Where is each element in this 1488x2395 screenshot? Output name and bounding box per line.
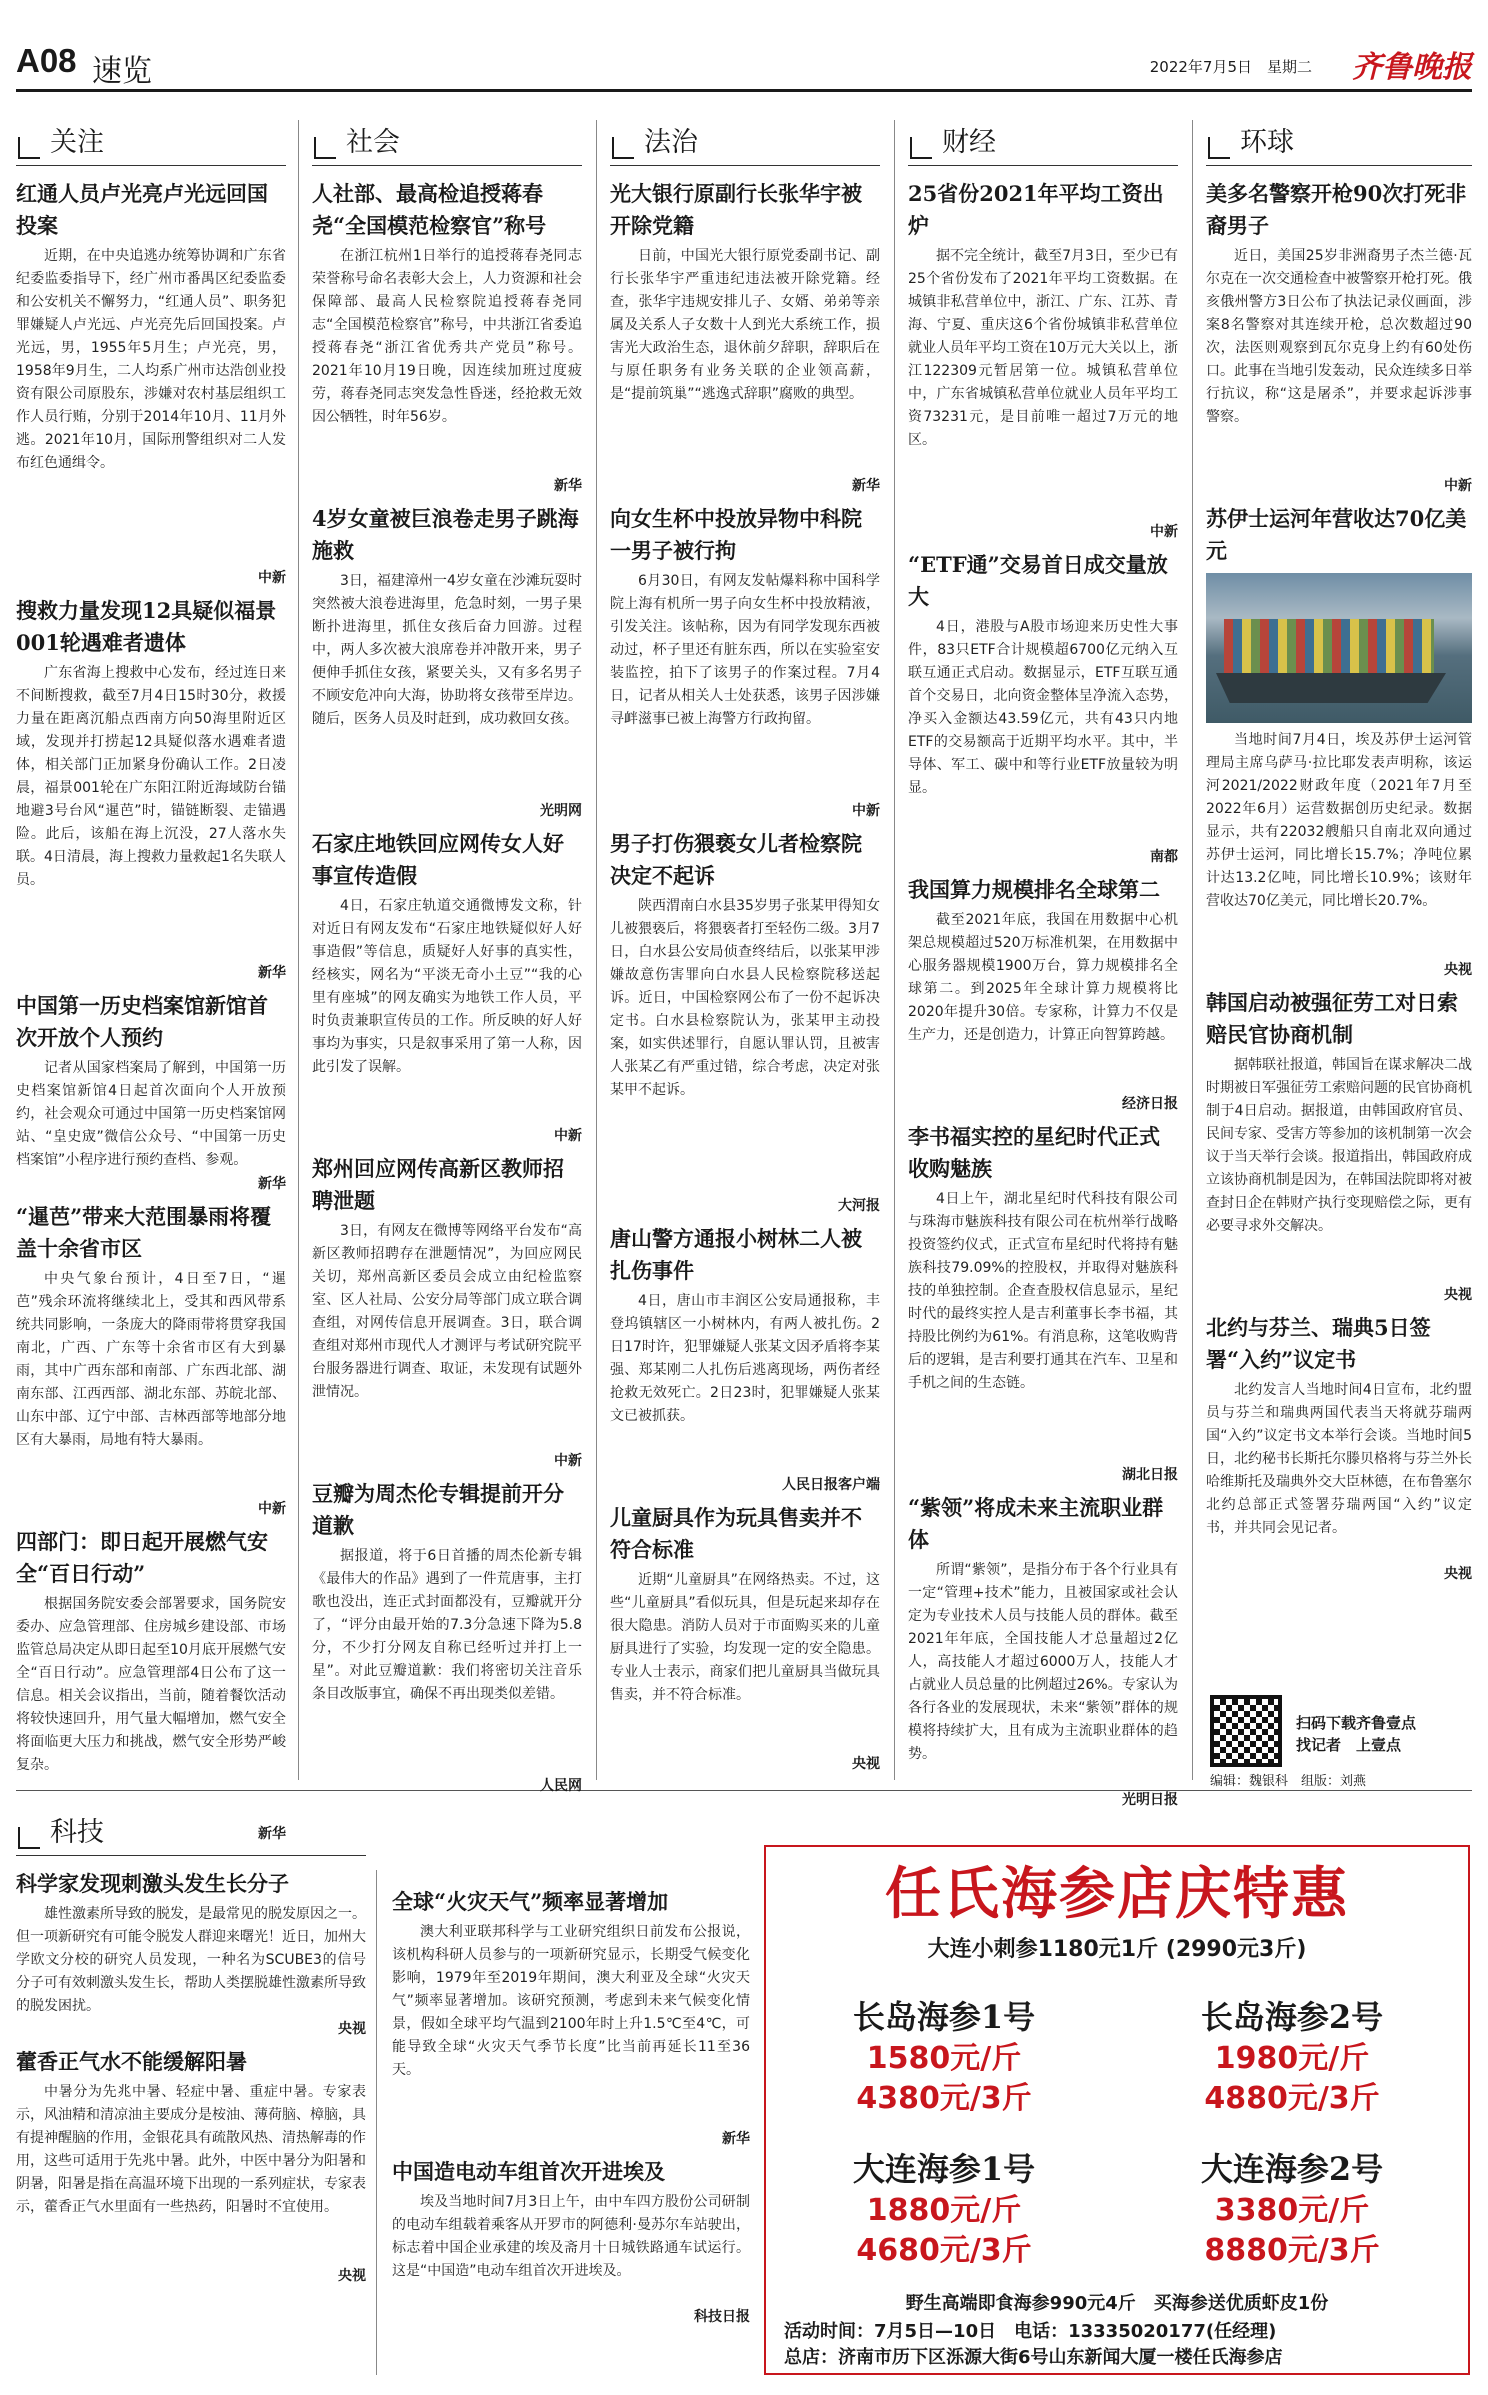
article-body: 中暑分为先兆中暑、轻症中暑、重症中暑。专家表示，风油精和清凉油主要成分是桉油、薄荷脑、樟脑，具有提神醒脑的作用，金银花具有疏散风热、清热解毒的作用，这些可适用于先兆中暑。此外，中医中暑分为阳暑和阴暑，阳暑是指在高温环境下出现的一系列症状，专家表示，藿香正气水里面有一些热药，阳暑时不宜使用。 <box>16 2084 366 2215</box>
article-body: 陕西渭南白水县35岁男子张某甲得知女儿被猥亵后，将猥亵者打至轻伤二级。3月7日，白水县公安局侦查终结后，以张某甲涉嫌故意伤害罪向白水县人民检察院移送起诉。近日，中国检察网公布了一份不起诉决定书。白水县检察院认为，张某甲主动投案，如实供述罪行，自愿认罪认罚，且被害人张某乙有严重过错，综合考虑，决定对张某甲不起诉。 <box>610 898 880 1098</box>
article-source: 中新 <box>554 1128 582 1144</box>
article <box>392 2156 750 2328</box>
product-price: 1880元/斤 <box>866 2193 1022 2228</box>
article-source: 央视 <box>1444 962 1472 978</box>
article-body: 据报道，将于6日首播的周杰伦新专辑《最伟大的作品》遇到了一件荒唐事，主打歌也没出，连正式封面都没有，豆瓣就开分了，“评分由最开始的7.3分急速下降为5.8分，不少打分网友自称已经听过并打上一星”。对此豆瓣道歉：我们将密切关注音乐条目改版事宜，确保不再出现类似差错。 <box>312 1548 582 1702</box>
article-source: 中新 <box>258 570 286 586</box>
article-body: 日前，中国光大银行原党委副书记、副行长张华宇严重违纪违法被开除党籍。经查，张华宇违规安排儿子、女婿、弟弟等亲属及关系人子女数十人到光大系统工作，损害光大政治生态，退休前夕辞职，辞职后在与原任职务有业务关联的企业领高薪，是“提前筑巢”“逃逸式辞职”腐败的典型。 <box>610 248 880 402</box>
article-title[interactable]: 科学家发现刺激头发生长分子 <box>16 1871 289 1896</box>
article-body: 3日，有网友在微博等网络平台发布“高新区教师招聘存在泄题情况”，为回应网民关切，郑州高新区委员会成立由纪检监察室、区人社局、公安分局等部门成立联合调查组，对网传信息开展调查。3日，联合调查组对郑州市现代人才测评与考试研究院平台服务器进行调查、取证，未发现有试题外泄情况。 <box>312 1223 582 1400</box>
article-body: 在浙江杭州1日举行的追授蒋春尧同志荣誉称号命名表彰大会上，人力资源和社会保障部、最高人民检察院追授蒋春尧同志“全国模范检察官”称号，中共浙江省委追授蒋春尧“浙江省优秀共产党员”称号。2021年10月19日晚，因连续加班过度疲劳，蒋春尧同志突发急性昏迷，经抢救无效因公牺牲，时年56岁。 <box>312 248 582 425</box>
article-title[interactable]: 搜救力量发现12具疑似福景001轮遇难者遗体 <box>16 598 277 655</box>
article <box>610 1502 880 1775</box>
ad-product <box>784 2147 1104 2271</box>
article-title[interactable]: 石家庄地铁回应网传女人好事宣传造假 <box>312 831 564 888</box>
section-mark-icon <box>610 137 634 159</box>
article-body: 截至2021年底，我国在用数据中心机架总规模超过520万标准机架，在用数据中心服务器规模1900万台，算力规模排名全球第二。到2025年全球计算力规模将比2020年提升30倍。专家称，计算力不仅是生产力，还是创造力，计算正向智算跨越。 <box>908 912 1178 1043</box>
ad-time-phone: 活动时间：7月5日—10日 电话：13335020177(任经理) <box>784 2321 1277 2342</box>
article <box>908 1121 1178 1486</box>
article-source: 央视 <box>1444 1287 1472 1303</box>
article-source: 科技日报 <box>694 2309 750 2325</box>
article-title[interactable]: 中国第一历史档案馆新馆首次开放个人预约 <box>16 993 268 1050</box>
article <box>908 1492 1178 1811</box>
article <box>908 549 1178 868</box>
article-title[interactable]: 郑州回应网传高新区教师招聘泄题 <box>312 1156 564 1213</box>
column-divider <box>298 120 299 1780</box>
sea-cucumber-advertisement[interactable] <box>764 1845 1470 2375</box>
article-source: 人民日报客户端 <box>782 1477 880 1493</box>
cargo-ship-photo <box>1206 573 1472 723</box>
article-body: 近日，美国25岁非洲裔男子杰兰德·瓦尔克在一次交通检查中被警察开枪打死。俄亥俄州警方3日公布了执法记录仪画面，涉案8名警察对其连续开枪，总次数超过90次，法医则观察到瓦尔克身上约有60处伤口。此事在当地引发轰动，民众连续多日举行抗议，称“这是屠杀”，并要求起诉涉事警察。 <box>1206 248 1472 425</box>
article-source: 中新 <box>258 1501 286 1517</box>
product-price: 4880元/3斤 <box>1204 2081 1380 2116</box>
article <box>16 2046 366 2287</box>
page-header <box>16 40 1472 92</box>
article-body: 澳大利亚联邦科学与工业研究组织日前发布公报说，该机构科研人员参与的一项新研究显示，长期受气候变化影响，1979年至2019年期间，澳大利亚及全球“火灾天气”频率显著增加。该研究预测，考虑到未来气候变化情景，假如全球平均气温到2100年时上升1.5℃至4℃，可能导致全球“火灾天气季节长度”比当前再延长11至36天。 <box>392 1924 750 2078</box>
article-source: 新华 <box>722 2131 750 2147</box>
article <box>908 874 1178 1115</box>
article-source: 新华 <box>258 965 286 981</box>
column-keji-right <box>392 1880 750 2380</box>
section-mark-icon <box>16 1827 40 1849</box>
article <box>1206 987 1472 1306</box>
article-body: 4日，唐山市丰润区公安局通报称，丰登坞镇辖区一小树林内，有两人被扎伤。2日17时许，犯罪嫌疑人张某文因矛盾将李某强、郑某刚二人扎伤后逃离现场，两伤者经抢救无效死亡。2日23时，犯罪嫌疑人张某文已被抓获。 <box>610 1293 880 1424</box>
article <box>1206 1312 1472 1585</box>
article-body: 埃及当地时间7月3日上午，由中车四方股份公司研制的电动车组载着乘客从开罗市的阿德利·曼苏尔车站驶出，标志着中国企业承建的埃及斋月十日城铁路通车试运行。这是“中国造”电动车组首次开进埃及。 <box>392 2194 750 2279</box>
issue-date: 2022年7月5日 星期二 <box>1149 58 1312 76</box>
article-title[interactable]: 全球“火灾天气”频率显著增加 <box>392 1889 669 1914</box>
column-divider <box>894 120 895 1780</box>
article-source: 湖北日报 <box>1122 1467 1178 1483</box>
section-mark-icon <box>1206 137 1230 159</box>
article-body: 记者从国家档案局了解到，中国第一历史档案馆新馆4日起首次面向个人开放预约，社会观众可通过中国第一历史档案馆网站、“皇史宬”微信公众号、“中国第一历史档案馆”小程序进行预约查档、参观。 <box>16 1060 286 1168</box>
article <box>312 1478 582 1797</box>
article-body: 6月30日，有网友发帖爆料称中国科学院上海有机所一男子向女生杯中投放精液，引发关注。该帖称，因为有同学发现东西被动过，杯子里还有脏东西，所以在实验室安装监控，拍下了该男子的作案过程。7月4日，记者从相关人士处获悉，该男子因涉嫌寻衅滋事已被上海警方行政拘留。 <box>610 573 880 727</box>
article-source: 央视 <box>338 2021 366 2037</box>
ad-subtitle: 大连小刺参1180元1斤 (2990元3斤) <box>927 1937 1307 1962</box>
article-title[interactable]: 藿香正气水不能缓解阳暑 <box>16 2049 247 2074</box>
qr-code-icon[interactable] <box>1210 1695 1282 1767</box>
column-shehui <box>312 120 582 1794</box>
article-body: 据不完全统计，截至7月3日，至少已有25个省份发布了2021年平均工资数据。在城镇非私营单位中，浙江、广东、江苏、青海、宁夏、重庆这6个省份城镇非私营单位就业人员年平均工资在10万元大关以上，浙江122309元暂居第一位。城镇私营单位中，广东省城镇私营单位就业人员年平均工资73231元，是目前唯一超过7万元的地区。 <box>908 248 1178 448</box>
article-title[interactable]: 李书福实控的星纪时代正式收购魅族 <box>908 1124 1160 1181</box>
article-title[interactable]: 中国造电动车组首次开进埃及 <box>392 2159 665 2184</box>
editor-credit: 编辑：魏银科 组版：刘燕 <box>1210 1774 1367 1789</box>
product-price: 1980元/斤 <box>1214 2041 1370 2076</box>
ad-note: 野生高端即食海参990元4斤 买海参送优质虾皮1份 <box>905 2293 1329 2314</box>
product-price: 4380元/3斤 <box>856 2081 1032 2116</box>
article-source: 央视 <box>1444 1566 1472 1582</box>
column-caijing <box>908 120 1178 1808</box>
article-body: 据韩联社报道，韩国旨在谋求解决二战时期被日军强征劳工索赔问题的民官协商机制于4日启动。据报道，由韩国政府官员、民间专家、受害方等参加的该机制第一次会议于当天举行会谈。报道指出，韩国政府成立该协商机制是因为，在韩国法院即将对被查封日企在韩财产执行变现赔偿之际，更有必要寻求外交解决。 <box>1206 1057 1472 1234</box>
product-price: 3380元/斤 <box>1214 2193 1370 2228</box>
article <box>16 178 286 589</box>
article-title[interactable]: 人社部、最高检追授蒋春尧“全国模范检察官”称号 <box>312 181 547 238</box>
section-mark-icon <box>908 137 932 159</box>
article <box>16 1201 286 1520</box>
article <box>1206 503 1472 981</box>
article-title[interactable]: 光大银行原副行长张华宇被开除党籍 <box>610 181 862 238</box>
article-source: 中新 <box>1444 478 1472 494</box>
article-source: 新华 <box>852 478 880 494</box>
column-fazhi <box>610 120 880 1785</box>
article-body: 3日，福建漳州一4岁女童在沙滩玩耍时突然被大浪卷进海里，危急时刻，一男子果断扑进海里，抓住女孩后奋力回游。过程中，两人多次被大浪席卷并冲散开来，男子便伸手抓住女孩，紧要关头，又有多名男子不顾安危冲向大海，协助将女孩带至岸边。随后，医务人员及时赶到，成功救回女孩。 <box>312 573 582 727</box>
ad-address: 总店：济南市历下区泺源大街6号山东新闻大厦一楼任氏海参店 <box>784 2347 1283 2368</box>
product-price: 8880元/3斤 <box>1204 2233 1380 2268</box>
article-title[interactable]: 韩国启动被强征劳工对日索赔民官协商机制 <box>1206 990 1458 1047</box>
ship-containers <box>1224 619 1434 679</box>
article-body: 当地时间7月4日，埃及苏伊士运河管理局主席乌萨马·拉比耶发表声明称，该运河2021/2022财政年度（2021年7月至2022年6月）运营数据创历史纪录。数据显示，共有22032艘船只自南北双向通过苏伊士运河，同比增长15.7%；净吨位累计达13.2亿吨，同比增长10.9%；该财年营收达70亿美元，同比增长20.7%。 <box>1206 732 1472 909</box>
section-header-keji: 科技 <box>16 1810 366 1856</box>
product-price: 4680元/3斤 <box>856 2233 1032 2268</box>
article-title[interactable]: 苏伊士运河年营收达70亿美元 <box>1206 506 1467 563</box>
article-title[interactable]: 儿童厨具作为玩具售卖并不符合标准 <box>610 1505 862 1562</box>
article-source: 中新 <box>1150 524 1178 540</box>
ad-product <box>1132 2147 1452 2271</box>
page-number: A08 <box>16 42 77 79</box>
article-source: 中新 <box>554 1453 582 1469</box>
article-title[interactable]: 男子打伤猥亵女儿者检察院决定不起诉 <box>610 831 862 888</box>
article-body: 近期“儿童厨具”在网络热卖。不过，这些“儿童厨具”看似玩具，但是玩起来却存在很大隐患。消防人员对于市面购买来的儿童厨具进行了实验，均发现一定的安全隐患。专业人士表示，商家们把儿童厨具当做玩具售卖，并不符合标准。 <box>610 1572 880 1703</box>
article-source: 光明日报 <box>1122 1792 1178 1808</box>
article <box>16 990 286 1195</box>
article-body: 广东省海上搜救中心发布，经过连日来不间断搜救，截至7月4日15时30分，救援力量在距离沉船点西南方向50海里附近区域，发现并打捞起12具疑似落水遇难者遗体，相关部门正加紧身份确认工作。2日凌晨，福景001轮在广东阳江附近海域防台锚地避3号台风“暹芭”时，锚链断裂、走锚遇险。此后，该船在海上沉没，27人落水失联。4日清晨，海上搜救力量救起1名失联人员。 <box>16 665 286 888</box>
article-title[interactable]: 四部门：即日起开展燃气安全“百日行动” <box>16 1529 268 1586</box>
article-source: 新华 <box>554 478 582 494</box>
article-title[interactable]: “暹芭”带来大范围暴雨将覆盖十余省市区 <box>16 1204 272 1261</box>
article <box>908 178 1178 543</box>
page-section-name: 速览 <box>92 54 152 89</box>
product-name: 长岛海参2号 <box>1200 1998 1384 2036</box>
article <box>610 178 880 497</box>
article-title[interactable]: 25省份2021年平均工资出炉 <box>908 181 1164 238</box>
article-source: 人民网 <box>540 1778 582 1794</box>
article-title[interactable]: 向女生杯中投放异物中科院一男子被行拘 <box>610 506 862 563</box>
article <box>392 1886 750 2150</box>
article-source: 大河报 <box>838 1198 880 1214</box>
article <box>312 1153 582 1472</box>
article-title[interactable]: 豆瓣为周杰伦专辑提前开分道歉 <box>312 1481 564 1538</box>
article-body: 根据国务院安委会部署要求，国务院安委办、应急管理部、住房城乡建设部、市场监管总局决定从即日起至10月底开展燃气安全“百日行动”。应急管理部4日公布了这一信息。相关会议指出，当前，随着餐饮活动将较快速回升，用气量大幅增加，燃气安全将面临更大压力和挑战，燃气安全形势严峻复杂。 <box>16 1596 286 1773</box>
article-body: 4日上午，湖北星纪时代科技有限公司与珠海市魅族科技有限公司在杭州举行战略投资签约仪式，正式宣布星纪时代将持有魅族科技79.09%的控股权，并取得对魅族科技的单独控制。企查查股权信息显示，星纪时代的最终实控人是吉利董事长李书福，其持股比例约为61%。有消息称，这笔收购背后的逻辑，是吉利要打通其在汽车、卫星和手机之间的生态链。 <box>908 1191 1178 1391</box>
article-body: 北约发言人当地时间4日宣布，北约盟员与芬兰和瑞典两国代表当天将就芬瑞两国“入约”议定书文本举行会谈。当地时间5日，北约秘书长斯托尔滕贝格将与芬兰外长哈维斯托及瑞典外交大臣林德，在布鲁塞尔北约总部正式签署芬瑞两国“入约”议定书，并共同会见记者。 <box>1206 1382 1472 1536</box>
section-header-shehui: 社会 <box>312 120 582 166</box>
column-huanqiu <box>1206 120 1472 1785</box>
article <box>16 1868 366 2040</box>
article <box>1206 178 1472 497</box>
article-source: 光明网 <box>540 803 582 819</box>
article-title[interactable]: “ETF通”交易首日成交量放大 <box>908 552 1168 609</box>
article-body: 中央气象台预计，4日至7日，“暹芭”残余环流将继续北上，受其和西风带系统共同影响，一条庞大的降雨带将贯穿我国南北，广西、广东等十余省市区有大到暴雨，其中广西东部和南部、广东西北部、湖南东部、江西西部、湖北东部、苏皖北部、山东中部、辽宁中部、吉林西部等地部分地区有大暴雨，局地有特大暴雨。 <box>16 1271 286 1448</box>
article-body: 近期，在中央追逃办统筹协调和广东省纪委监委指导下，经广州市番禺区纪委监委和公安机关不懈努力，“红通人员”、职务犯罪嫌疑人卢光远、卢光亮先后回国投案。卢光远，男，1955年5月生；卢光亮，男，1958年9月生，二人均系广州市达浩创业投资有限公司原股东，涉嫌对农村基层组织工作人员行贿，分别于2014年10月、11月外逃。2021年10月，国际刑警组织对二人发布红色通缉令。 <box>16 248 286 471</box>
article-title[interactable]: 我国算力规模排名全球第二 <box>908 877 1160 902</box>
article-title[interactable]: “紫领”将成未来主流职业群体 <box>908 1495 1164 1552</box>
product-name: 长岛海参1号 <box>852 1998 1036 2036</box>
article-source: 新华 <box>258 1176 286 1192</box>
ad-product <box>784 1995 1104 2119</box>
ad-title: 任氏海参店庆特惠 <box>885 1861 1349 1927</box>
article <box>610 503 880 822</box>
column-divider <box>1192 120 1193 1780</box>
article <box>16 595 286 984</box>
article <box>312 178 582 497</box>
section-mark-icon <box>16 137 40 159</box>
article-title[interactable]: 美多名警察开枪90次打死非裔男子 <box>1206 181 1467 238</box>
article-body: 4日，港股与A股市场迎来历史性大事件，83只ETF合计规模超6700亿元纳入互联互通正式启动。数据显示，ETF互联互通首个交易日，北向资金整体呈净流入态势，净买入金额达43.59亿元，共有43只内地ETF的交易额高于近期平均水平。其中，半导体、军工、碳中和等行业ETF放量较为明显。 <box>908 619 1178 796</box>
article <box>610 828 880 1217</box>
article-title[interactable]: 红通人员卢光亮卢光远回国投案 <box>16 181 268 238</box>
article-body: 所谓“紫领”，是指分布于各个行业具有一定“管理+技术”能力，且被国家或社会认定为专业技术人员与技能人员的群体。截至2021年年底，全国技能人才总量超过2亿人，高技能人才超过6000万人，技能人才占就业人员总量的比例超过26%。专家认为各行各业的发展现状，未来“紫领”群体的规模将持续扩大，且有成为主流职业群体的趋势。 <box>908 1562 1178 1762</box>
ship-hull <box>1216 673 1446 703</box>
article-body: 雄性激素所导致的脱发，是最常见的脱发原因之一。但一项新研究有可能令脱发人群迎来曙光！近日，加州大学欧文分校的研究人员发现，一种名为SCUBE3的信号分子可有效刺激头发生长，帮助人类摆脱雄性激素所导致的脱发困扰。 <box>16 1906 366 2014</box>
article-source: 南都 <box>1150 849 1178 865</box>
column-divider <box>596 120 597 1780</box>
column-divider <box>376 1870 377 2375</box>
product-price: 1580元/斤 <box>866 2041 1022 2076</box>
article-source: 新华 <box>258 1826 286 1842</box>
product-name: 大连海参1号 <box>852 2150 1036 2188</box>
article-body: 4日，石家庄轨道交通微博发文称，针对近日有网友发布“石家庄地铁疑似好人好事造假”等信息，质疑好人好事的真实性，经核实，网名为“平淡无奇小土豆”“我的心里有座城”的网友确实为地铁工作人员，平时负责兼职宣传员的工作。所反映的好人好事均为事实，只是叙事采用了第一人称，因此引发了误解。 <box>312 898 582 1075</box>
article-title[interactable]: 唐山警方通报小树林二人被扎伤事件 <box>610 1226 862 1283</box>
section-header-caijing: 财经 <box>908 120 1178 166</box>
article-source: 央视 <box>338 2268 366 2284</box>
article-source: 央视 <box>852 1756 880 1772</box>
section-header-guanzhu: 关注 <box>16 120 286 166</box>
article <box>610 1223 880 1496</box>
article-title[interactable]: 北约与芬兰、瑞典5日签署“入约”议定书 <box>1206 1315 1431 1372</box>
section-header-huanqiu: 环球 <box>1206 120 1472 166</box>
article <box>312 503 582 822</box>
qr-caption: 扫码下载齐鲁壹点 找记者 上壹点 <box>1296 1714 1417 1754</box>
product-name: 大连海参2号 <box>1200 2150 1384 2188</box>
article-source: 中新 <box>852 803 880 819</box>
article-title[interactable]: 4岁女童被巨浪卷走男子跳海施救 <box>312 506 579 563</box>
section-header-fazhi: 法治 <box>610 120 880 166</box>
article <box>312 828 582 1147</box>
ad-product <box>1132 1995 1452 2119</box>
newspaper-logo: 齐鲁晚报 <box>1352 50 1472 85</box>
article <box>16 1526 286 1845</box>
column-keji-left <box>16 1810 366 2380</box>
section-mark-icon <box>312 137 336 159</box>
article-source: 经济日报 <box>1122 1096 1178 1112</box>
